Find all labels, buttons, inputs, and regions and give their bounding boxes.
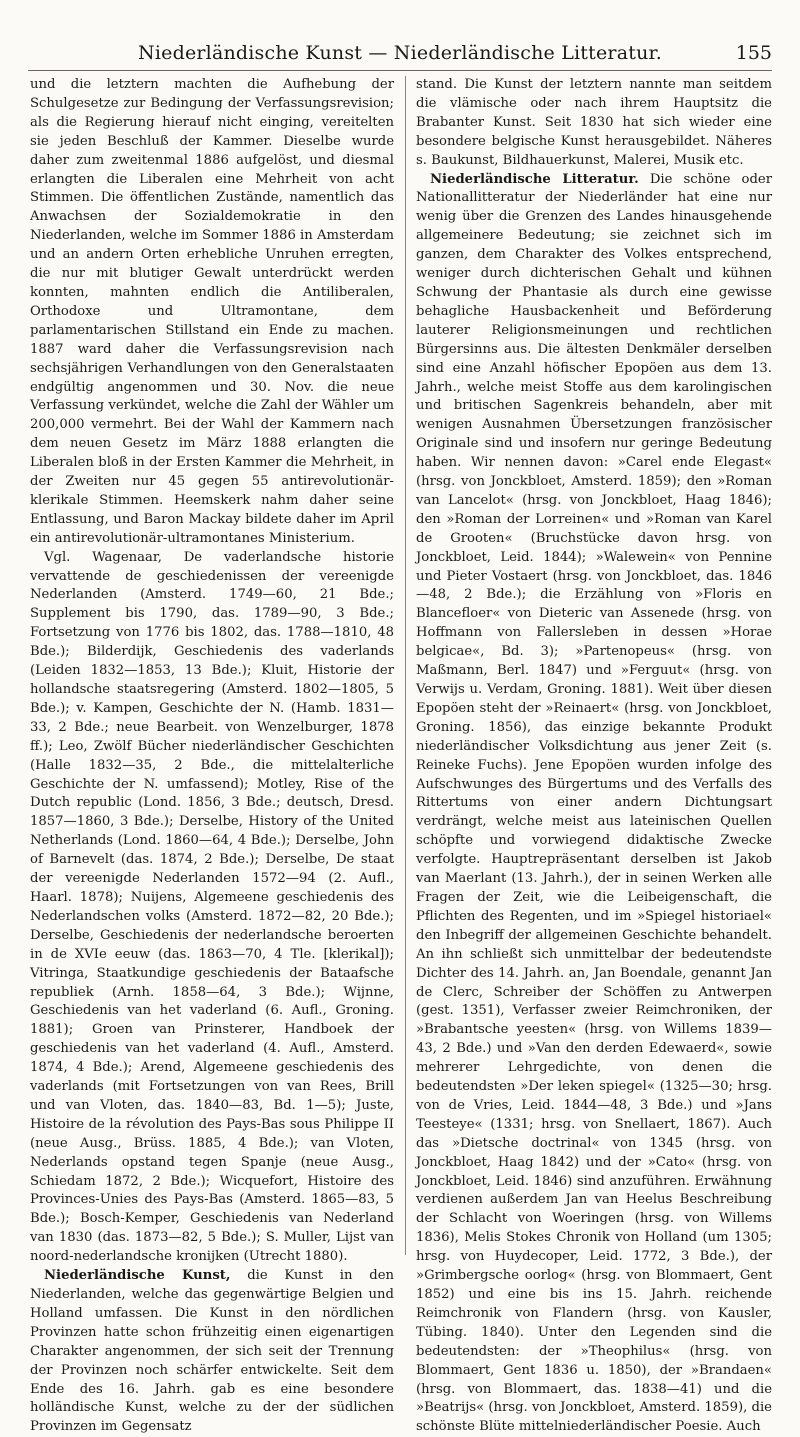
entry-heading: Niederländische Litteratur. [430, 171, 639, 187]
right-column [416, 76, 773, 1435]
entry-body: die Kunst in den Niederlanden, welche das gegenwärtige Belgien und Holland umfassen. Die Kunst in den nördlichen Provinzen hatte schon frühzeitig einen eigenartigen Charakter angenommen, der sich seit der Trennung der Provinzen noch schärfer entwickelte. Seit dem Ende des 16. Jahrh. gab es eine besondere holländische Kunst, welche zu der der südlichen Provinzen im Gegensatz [30, 1268, 394, 1435]
page-number: 155 [735, 42, 772, 64]
entry-heading: Niederländische Kunst, [44, 1268, 231, 1284]
running-header [28, 40, 772, 71]
paragraph-kunst-continued: stand. Die Kunst der letztern nannte man seitdem die vlämische oder nach ihrem Hauptsitz die Brabanter Kunst. Seit 1830 hat sich wieder eine besondere belgische Kunst herausgebildet. Näheres s. Baukunst, Bildhauerkunst, Malerei, Musik etc. [416, 77, 772, 168]
entry-niederlaendische-litteratur [416, 171, 772, 1437]
paragraph-politics: und die letztern machten die Aufhebung der Schulgesetze zur Bedingung der Verfassungsrevision; als die Regierung hierauf nicht einging, vereitelten sie jeden Beschluß der Kammer. Dieselbe wurde daher zum zweitenmal 1886 aufgelöst, und diesmal erlangten die Liberalen eine Mehrheit von acht Stimmen. Die öffentlichen Zustände, namentlich das Anwachsen der Sozialdemokratie in den Niederlanden, welche im Sommer 1886 in Amsterdam und an andern Orten erhebliche Unruhen erregten, die nur mit blutiger Gewalt unterdrückt werden konnten, mahnten endlich die Antiliberalen, Orthodoxe und Ultramontane, dem parlamentarischen Stillstand ein Ende zu machen. 1887 ward daher die Verfassungsrevision nach sechsjährigen Verhandlungen von den Generalstaaten endgültig angenommen und 30. Nov. die neue Verfassung verkündet, welche die Zahl der Wähler um 200,000 vermehrt. Bei der Wahl der Kammern nach dem neuen Gesetz im März 1888 erlangten die Liberalen bloß in der Ersten Kammer die Mehrheit, in der Zweiten nur 45 gegen 55 antirevolutionär-klerikale Stimmen. Heemskerk nahm daher seine Entlassung, und Baron Mackay bildete daher im April ein antirevolutionär-ultramontanes Ministerium. [30, 77, 394, 546]
entry-niederlaendische-kunst [30, 1267, 394, 1437]
column-divider [405, 76, 406, 1255]
header-title: Niederländische Kunst — Niederländische Litteratur. [138, 42, 662, 64]
entry-body: Die schöne oder Nationallitteratur der Niederländer hat eine nur wenig über die Grenzen des Landes hinausgehende allgemeinere Bedeutung; sie zeichnet sich im ganzen, dem Charakter des Volkes entsprechend, weniger durch dichterischen Gehalt und kühnen Schwung der Phantasie als durch eine gewisse behagliche Hausbackenheit und Beförderung lauterer Religionsmeinungen und rechtlichen Bürgersinns aus. Die ältesten Denkmäler derselben sind eine Anzahl höfischer Epopöen aus dem 13. Jahrh., welche meist Stoffe aus dem karolingischen und britischen Sagenkreis behandeln, aber mit wenigen Ausnahmen Übersetzungen französischer Originale sind und insofern nur geringe Bedeutung haben. Wir nennen davon: »Carel ende Elegast« (hrsg. von Jonckbloet, Amsterd. 1859); den »Roman van Lancelot« (hrsg. von Jonckbloet, Haag 1846); den »Roman der Lorreinen« und »Roman van Karel de Grooten« (Bruchstücke davon hrsg. von Jonckbloet, Leid. 1844); »Walewein« von Pennine und Pieter Vostaert (hrsg. von Jonckbloet, das. 1846—48, 2 Bde.); die Erzählung von »Floris en Blancefloer« von Dieteric van Assenede (hrsg. von Hoffmann von Fallersleben in dessen »Horae belgicae«, Bd. 3); »Partenopeus« (hrsg. von Maßmann, Berl. 1847) und »Ferguut« (hrsg. von Verwijs u. Verdam, Groning. 1881). Weit über diesen Epopöen steht der »Reinaert« (hrsg. von Jonckbloet, Groning. 1856), das einzige bekannte Produkt niederländischer Volksdichtung aus jener Zeit (s. Reineke Fuchs). Jene Epopöen wurden infolge des Aufschwunges des Bürgertums und des Verfalls des Rittertums von einer andern Dichtungsart verdrängt, welche meist aus lateinischen Quellen schöpfte und vorwiegend didaktische Zwecke verfolgte. Hauptrepräsentant derselben ist Jakob van Maerlant (13. Jahrh.), der in seinen Werken alle Fragen der Zeit, wie die Leibeigenschaft, die Pflichten des Regenten, und im »Spiegel historiael« den Inbegriff der allgemeinen Geschichte behandelt. An ihn schließt sich unmittelbar der bedeutendste Dichter des 14. Jahrh. an, Jan Boendale, genannt Jan de Clerc, Schreiber der Schöffen zu Antwerpen (gest. 1351), Verfasser zweier Reimchroniken, der »Brabantsche yeesten« (hrsg. von Willems 1839—43, 2 Bde.) und »Van den derden Edewaerd«, sowie mehrerer Lehrgedichte, von denen die bedeutendsten »Der leken spiegel« (1325—30; hrsg. von de Vries, Leid. 1844—48, 3 Bde.) und »Jans Teesteye« (1331; hrsg. von Snellaert, 1867). Auch das »Dietsche doctrinal« von 1345 (hrsg. von Jonckbloet, Haag 1842) und der »Cato« (hrsg. von Jonckbloet, Leid. 1846) sind anzuführen. Erwähnung verdienen außerdem Jan van Heelus Beschreibung der Schlacht von Woeringen (hrsg. von Willems 1836), Melis Stokes Chronik von Holland (um 1305; hrsg. von Huydecoper, Leid. 1772, 3 Bde.), der »Grimbergsche oorlog« (hrsg. von Blommaert, Gent 1852) und eine bis ins 15. Jahrh. reichende Reimchronik von Flandern (hrsg. von Kausler, Tübing. 1840). Unter den Legenden sind die bedeutendsten: der »Theophilus« (hrsg. von Blommaert, Gent 1836 u. 1850), der »Brandaen« (hrsg. von Blommaert, das. 1838—41) und die »Beatrijs« (hrsg. von Jonckbloet, Amsterd. 1859), die schönste Blüte mittelniederländischer Poesie. Auch [416, 171, 773, 1435]
left-column [30, 76, 394, 1435]
paragraph-bibliography: Vgl. Wagenaar, De vaderlandsche historie vervattende de geschiedenissen der vereenigde Nederlanden (Amsterd. 1749—60, 21 Bde.; Supplement bis 1790, das. 1789—90, 3 Bde.; Fortsetzung von 1776 bis 1802, das. 1788—1810, 48 Bde.); Bilderdijk, Geschiedenis des vaderlands (Leiden 1832—1853, 13 Bde.); Kluit, Historie der hollandsche staatsregering (Amsterd. 1802—1805, 5 Bde.); v. Kampen, Geschichte der N. (Hamb. 1831—33, 2 Bde.; neue Bearbeit. von Wenzelburger, 1878 ff.); Leo, Zwölf Bücher niederländischer Geschichten (Halle 1832—35, 2 Bde., die mittelalterliche Geschichte der N. umfassend); Motley, Rise of the Dutch republic (Lond. 1856, 3 Bde.; deutsch, Dresd. 1857—1860, 3 Bde.); Derselbe, History of the United Netherlands (Lond. 1860—64, 4 Bde.); Derselbe, John of Barnevelt (das. 1874, 2 Bde.); Derselbe, De staat der vereenigde Nederlanden 1572—94 (2. Aufl., Haarl. 1878); Nuijens, Algemeene geschiedenis des Nederlandschen volks (Amsterd. 1872—82, 20 Bde.); Derselbe, Geschiedenis der nederlandsche beroerten in de XVIe eeuw (das. 1863—70, 4 Tle. [klerikal]); Vitringa, Staatkundige geschiedenis der Bataafsche republiek (Arnh. 1858—64, 3 Bde.); Wijnne, Geschiedenis van het vaderland (6. Aufl., Groning. 1881); Groen van Prinsterer, Handboek der geschiedenis van het vaderland (4. Aufl., Amsterd. 1874, 4 Bde.); Arend, Algemeene geschiedenis des vaderlands (mit Fortsetzungen von van Rees, Brill und van Vloten, das. 1840—83, Bd. 1—5); Juste, Histoire de la révolution des Pays-Bas sous Philippe II (neue Ausg., Brüss. 1885, 4 Bde.); van Vloten, Nederlands opstand tegen Spanje (neue Ausg., Schiedam 1872, 2 Bde.); Wicquefort, Histoire des Provinces-Unies des Pays-Bas (Amsterd. 1865—83, 5 Bde.); Bosch-Kemper, Geschiedenis van Nederland van 1830 (das. 1873—82, 5 Bde.); S. Muller, Lijst van noord-nederlandsche kronijken (Utrecht 1880). [30, 549, 394, 1265]
